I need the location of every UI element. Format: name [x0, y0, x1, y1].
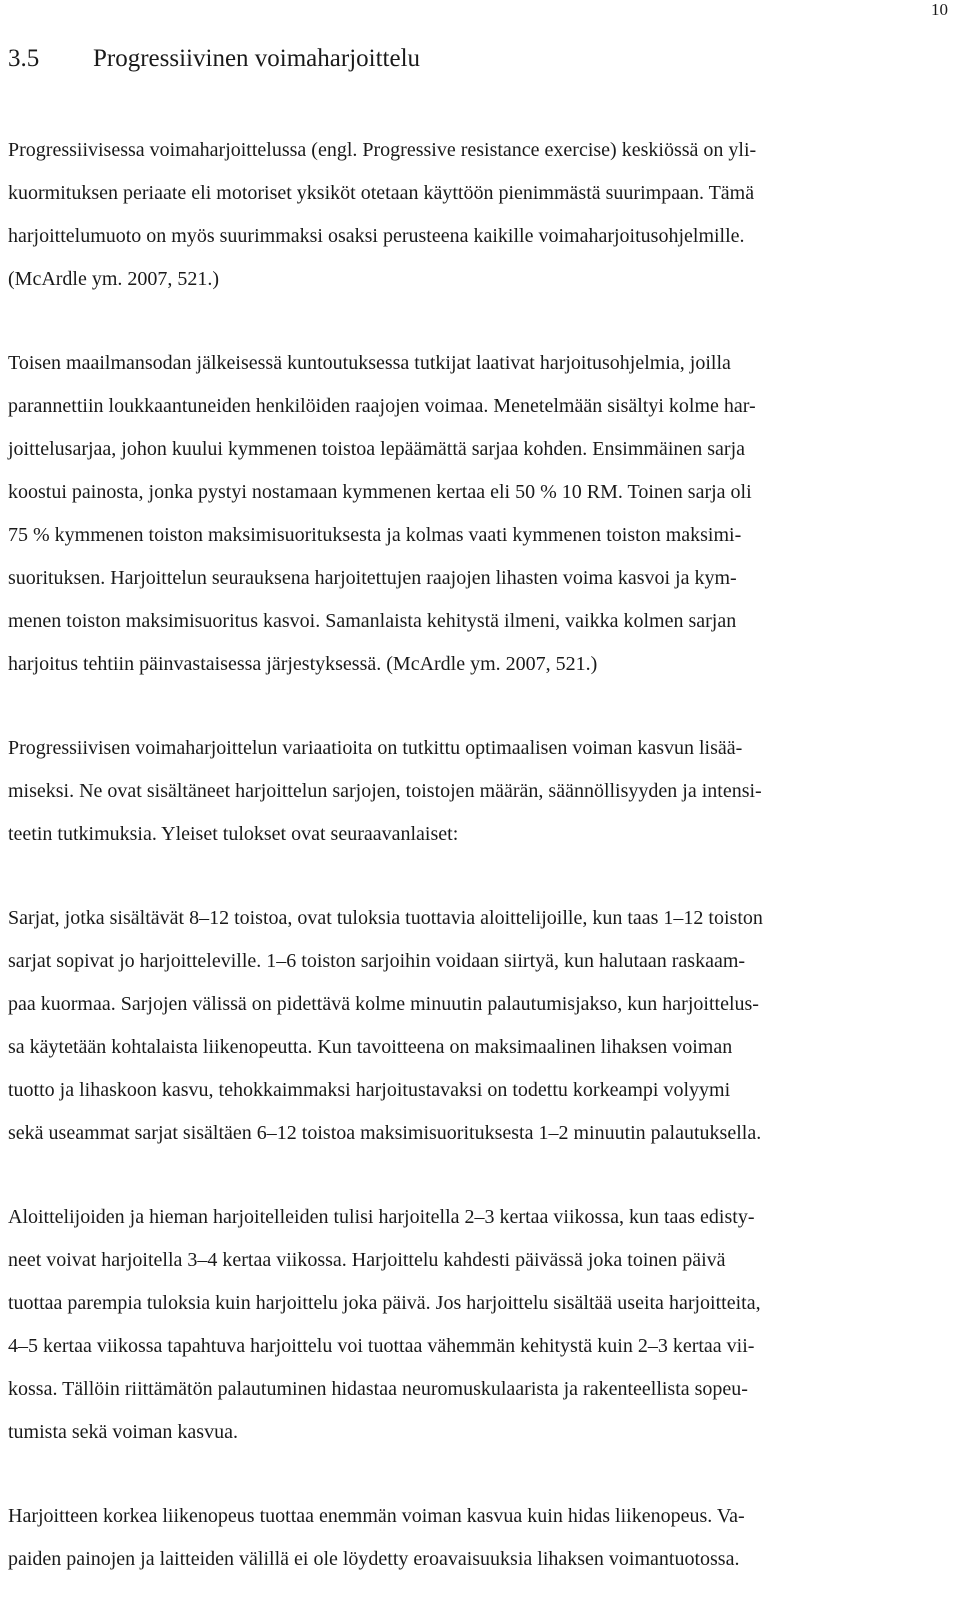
- text-line: harjoittelumuoto on myös suurimmaksi osaksi perusteena kaikille voimaharjoitusohjelmille.: [8, 225, 745, 247]
- text-line: teetin tutkimuksia. Yleiset tulokset ovat seuraavanlaiset:: [8, 823, 459, 845]
- section-number: 3.5: [8, 45, 40, 72]
- text-line: Aloittelijoiden ja hieman harjoitelleiden tulisi harjoitella 2–3 kertaa viikossa, kun taas edisty-: [8, 1206, 755, 1228]
- text-line: sa käytetään kohtalaista liikenopeutta. Kun tavoitteena on maksimaalinen lihaksen voiman: [8, 1036, 733, 1058]
- text-line: kuormituksen periaate eli motoriset yksiköt otetaan käyttöön pienimmästä suurimpaan. Tämä: [8, 182, 755, 204]
- section-heading: [8, 42, 420, 76]
- text-line: (McArdle ym. 2007, 521.): [8, 268, 220, 290]
- text-line: Toisen maailmansodan jälkeisessä kuntoutuksessa tutkijat laativat harjoitusohjelmia, joilla: [8, 352, 731, 374]
- text-line: harjoitus tehtiin päinvastaisessa järjestyksessä. (McArdle ym. 2007, 521.): [8, 653, 598, 675]
- text-line: 4–5 kertaa viikossa tapahtuva harjoittelu voi tuottaa vähemmän kehitystä kuin 2–3 kertaa vii-: [8, 1335, 755, 1357]
- text-line: tuotto ja lihaskoon kasvu, tehokkaimmaksi harjoitustavaksi on todettu korkeampi volyymi: [8, 1079, 731, 1101]
- text-line: tumista sekä voiman kasvua.: [8, 1421, 238, 1443]
- section-title: Progressiivinen voimaharjoittelu: [93, 45, 421, 72]
- text-line: Progressiivisessa voimaharjoittelussa (engl. Progressive resistance exercise) keskiössä on yli-: [8, 139, 757, 161]
- text-line: koostui painosta, jonka pystyi nostamaan kymmenen kertaa eli 50 % 10 RM. Toinen sarja oli: [8, 481, 752, 503]
- text-line: sarjat sopivat jo harjoitteleville. 1–6 toiston sarjoihin voidaan siirtyä, kun halutaan raskaam-: [8, 950, 746, 972]
- text-line: sekä useammat sarjat sisältäen 6–12 toistoa maksimisuorituksesta 1–2 minuutin palautuksella.: [8, 1122, 762, 1144]
- text-line: kossa. Tällöin riittämätön palautuminen hidastaa neuromuskulaarista ja rakenteellista sopeu-: [8, 1378, 748, 1400]
- text-line: Sarjat, jotka sisältävät 8–12 toistoa, ovat tuloksia tuottavia aloittelijoille, kun taas 1–12 toiston: [8, 907, 763, 929]
- text-line: paa kuormaa. Sarjojen välissä on pidettävä kolme minuutin palautumisjakso, kun harjoittelus-: [8, 993, 759, 1015]
- text-line: Progressiivisen voimaharjoittelun variaatioita on tutkittu optimaalisen voiman kasvun lisää-: [8, 737, 743, 759]
- text-line: Harjoitteen korkea liikenopeus tuottaa enemmän voiman kasvua kuin hidas liikenopeus. Va-: [8, 1505, 745, 1527]
- text-line: menen toiston maksimisuoritus kasvoi. Samanlaista kehitystä ilmeni, vaikka kolmen sarjan: [8, 610, 737, 632]
- text-line: parannettiin loukkaantuneiden henkilöiden raajojen voimaa. Menetelmään sisältyi kolme har-: [8, 395, 756, 417]
- text-line: suorituksen. Harjoittelun seurauksena harjoitettujen raajojen lihasten voima kasvoi ja kym-: [8, 567, 737, 589]
- text-line: joittelusarjaa, johon kuului kymmenen toistoa lepäämättä sarjaa kohden. Ensimmäinen sarja: [8, 438, 746, 460]
- text-line: paiden painojen ja laitteiden välillä ei ole löydetty eroavaisuuksia lihaksen voimantuotossa.: [8, 1548, 740, 1570]
- text-line: miseksi. Ne ovat sisältäneet harjoittelun sarjojen, toistojen määrän, säännöllisyyden ja intensi-: [8, 780, 762, 802]
- text-line: neet voivat harjoitella 3–4 kertaa viikossa. Harjoittelu kahdesti päivässä joka toinen päivä: [8, 1249, 726, 1271]
- text-line: tuottaa parempia tuloksia kuin harjoittelu joka päivä. Jos harjoittelu sisältää useita harjoitteita,: [8, 1292, 761, 1314]
- page-number: 10: [931, 0, 948, 19]
- text-line: 75 % kymmenen toiston maksimisuorituksesta ja kolmas vaati kymmenen toiston maksimi-: [8, 524, 742, 546]
